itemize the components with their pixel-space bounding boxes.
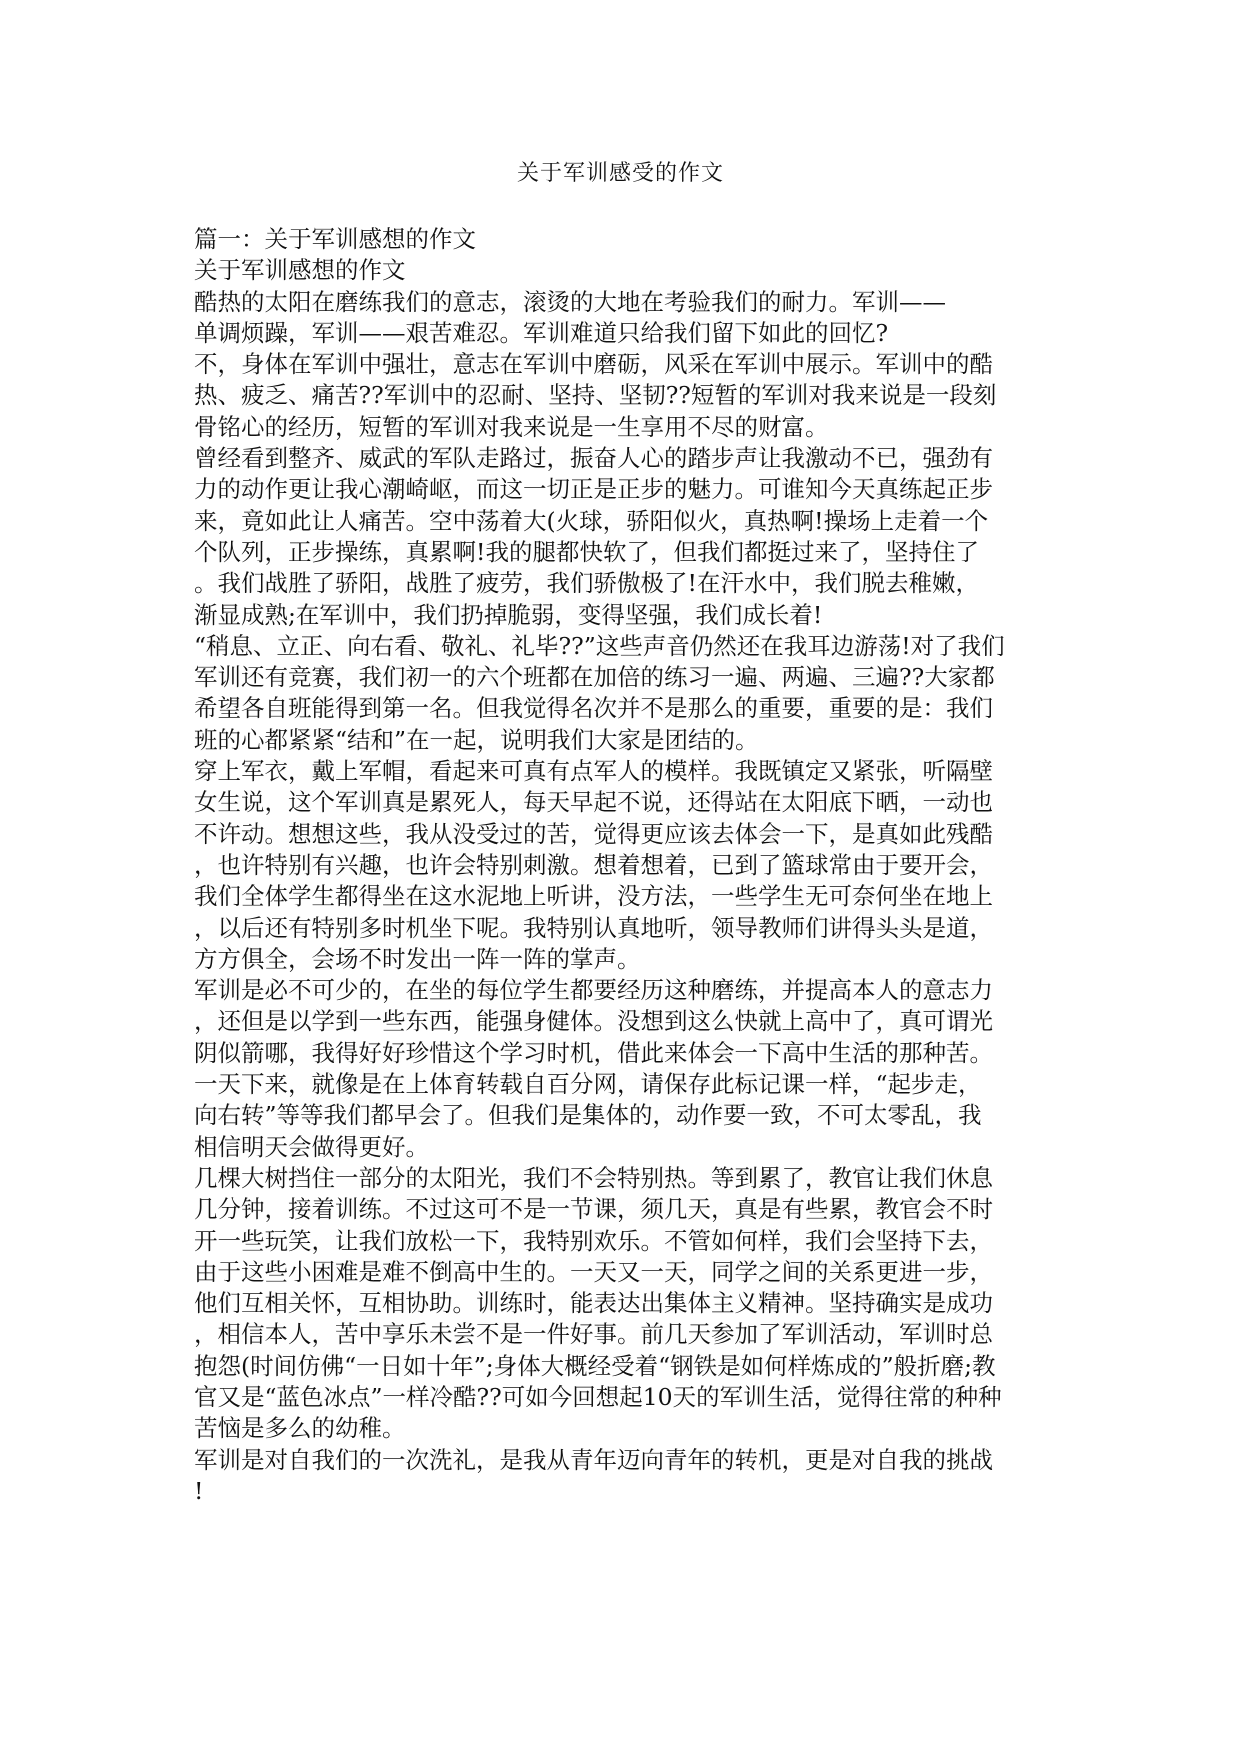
body-line: 个队列，正步操练，真累啊!我的腿都快软了，但我们都挺过来了，坚持住了 [194,537,979,566]
document-body [194,224,1046,1507]
body-line: “稍息、立正、向右看、敬礼、礼毕??”这些声音仍然还在我耳边游荡!对了我们 [194,631,1005,660]
body-line: ，相信本人，苦中享乐未尝不是一件好事。前几天参加了军训活动，军训时总 [194,1320,993,1349]
body-line: 军训是必不可少的，在坐的每位学生都要经历这种磨练，并提高本人的意志力 [194,976,993,1005]
body-line: 军训还有竞赛，我们初一的六个班都在加倍的练习一遍、两遍、三遍??大家都 [194,663,995,692]
body-line: 热、疲乏、痛苦??军训中的忍耐、坚持、坚韧??短暂的军训对我来说是一段刻 [194,381,997,410]
body-line: 女生说，这个军训真是累死人，每天早起不说，还得站在太阳底下晒，一动也 [194,788,993,817]
body-line: ，以后还有特别多时机坐下呢。我特别认真地听，领导教师们讲得头头是道， [194,913,993,942]
body-line: 不许动。想想这些，我从没受过的苦，觉得更应该去体会一下，是真如此残酷 [194,819,993,848]
body-line: 一天下来，就像是在上体育转载自百分网，请保存此标记课一样，“起步走， [194,1070,982,1099]
body-line: 班的心都紧紧“结和”在一起，说明我们大家是团结的。 [194,725,759,754]
body-line: 关于军训感想的作文 [194,256,406,285]
body-line: 不，身体在军训中强壮，意志在军训中磨砺，风采在军训中展示。军训中的酷 [194,350,993,379]
body-line: 官又是“蓝色冰点”一样冷酷??可如今回想起10天的军训生活，觉得往常的种种 [194,1382,1002,1411]
body-line: ! [194,1476,204,1505]
body-line: 抱怨(时间仿佛“一日如十年”;身体大概经受着“钢铁是如何样炼成的”般折磨;教 [194,1351,996,1380]
body-line: 由于这些小困难是难不倒高中生的。一天又一天，同学之间的关系更进一步， [194,1257,993,1286]
body-line: 渐显成熟;在军训中，我们扔掉脆弱，变得坚强，我们成长着! [194,600,823,629]
body-line: 阴似箭哪，我得好好珍惜这个学习时机，借此来体会一下高中生活的那种苦。 [194,1038,993,1067]
body-line: 力的动作更让我心潮崎岖，而这一切正是正步的魅力。可谁知今天真练起正步 [194,475,993,504]
body-line: 几分钟，接着训练。不过这可不是一节课，须几天，真是有些累，教官会不时 [194,1195,993,1224]
body-line: 希望各自班能得到第一名。但我觉得名次并不是那么的重要，重要的是：我们 [194,694,993,723]
body-line: 酷热的太阳在磨练我们的意志，滚烫的大地在考验我们的耐力。军训—— [194,287,946,316]
body-line: 向右转”等等我们都早会了。但我们是集体的，动作要一致，不可太零乱，我 [194,1101,982,1130]
body-line: 我们全体学生都得坐在这水泥地上听讲，没方法，一些学生无可奈何坐在地上 [194,882,993,911]
body-line: 几棵大树挡住一部分的太阳光，我们不会特别热。等到累了，教官让我们休息 [194,1163,993,1192]
body-line: 篇一：关于军训感想的作文 [194,225,476,253]
body-line: 开一些玩笑，让我们放松一下，我特别欢乐。不管如何样，我们会坚持下去， [194,1226,993,1255]
body-line: 相信明天会做得更好。 [194,1132,429,1161]
body-line: 曾经看到整齐、威武的军队走路过，振奋人心的踏步声让我激动不已，强劲有 [194,444,993,473]
body-line: ，也许特别有兴趣，也许会特别刺激。想着想着，已到了篮球常由于要开会， [194,850,993,879]
body-line: 穿上军衣，戴上军帽，看起来可真有点军人的模样。我既镇定又紧张，听隔壁 [194,757,993,786]
body-line: 军训是对自我们的一次洗礼，是我从青年迈向青年的转机，更是对自我的挑战 [194,1445,993,1474]
body-line: 方方俱全，会场不时发出一阵一阵的掌声。 [194,944,641,973]
document-title: 关于军训感受的作文 [516,161,724,186]
body-line: 单调烦躁，军训——艰苦难忍。军训难道只给我们留下如此的回忆? [194,318,889,347]
body-line: ，还但是以学到一些东西，能强身健体。没想到这么快就上高中了，真可谓光 [194,1007,993,1036]
body-line: 骨铭心的经历，短暂的军训对我来说是一生享用不尽的财富。 [194,412,829,441]
body-line: 他们互相关怀，互相协助。训练时，能表达出集体主义精神。坚持确实是成功 [194,1289,993,1318]
body-line: 。我们战胜了骄阳，战胜了疲劳，我们骄傲极了!在汗水中，我们脱去稚嫩， [194,569,979,598]
body-line: 苦恼是多么的幼稚。 [194,1414,406,1443]
body-line: 来，竟如此让人痛苦。空中荡着大(火球，骄阳似火，真热啊!操场上走着一个 [194,506,989,535]
